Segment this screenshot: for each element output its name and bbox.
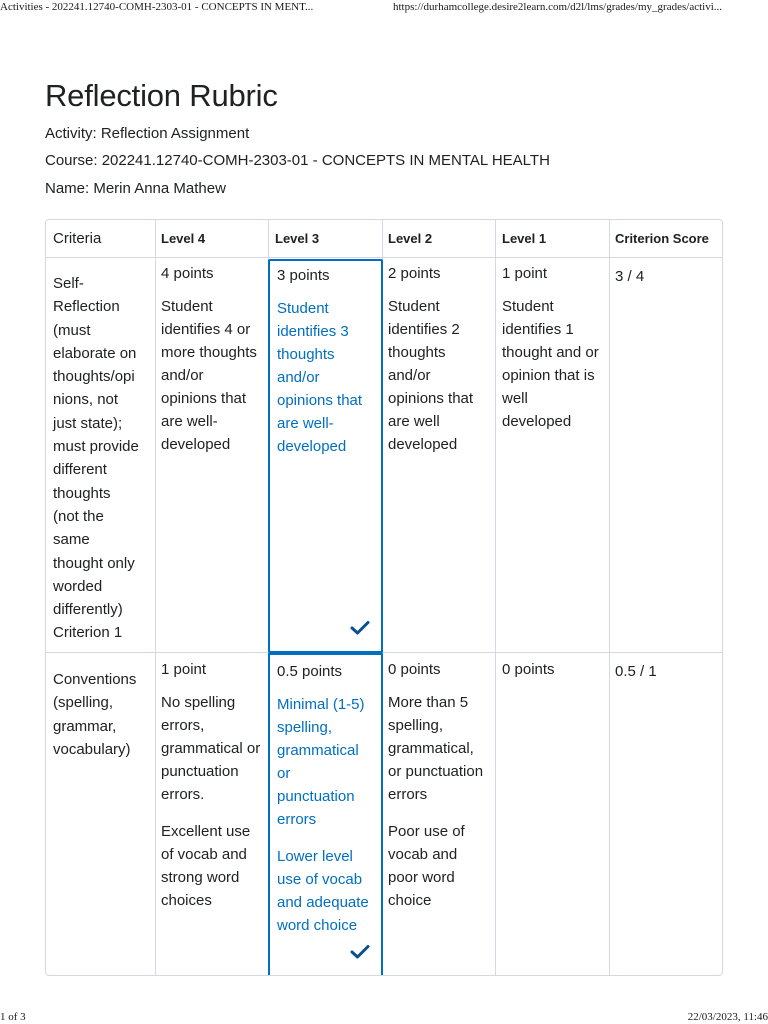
checkmark-icon — [350, 944, 370, 960]
header-level-4: Level 4 — [161, 231, 206, 246]
criterion-line: just state); — [53, 414, 123, 432]
criterion-line: Criterion 1 — [53, 624, 123, 642]
column-divider — [495, 220, 496, 975]
criterion-line: Reflection — [53, 298, 120, 316]
course-label: Course: 202241.12740-COMH-2303-01 - CONCEPTS IN MENTAL HEALTH — [45, 152, 550, 169]
criterion-line: (spelling, — [53, 694, 114, 712]
criterion-line: worded — [53, 577, 103, 595]
criterion-score: 0.5 / 1 — [615, 663, 657, 680]
rubric-level-cell-selected[interactable] — [277, 264, 381, 458]
activity-label: Activity: Reflection Assignment — [45, 125, 250, 142]
row-divider — [46, 652, 722, 653]
criterion-line: different — [53, 461, 107, 479]
criterion-line: differently) — [53, 601, 123, 619]
header-criterion-score: Criterion Score — [615, 231, 709, 246]
criterion-line: same — [53, 531, 90, 549]
criterion-line: thoughts — [53, 484, 111, 502]
criterion-line: (must — [53, 321, 91, 339]
print-datetime: 22/03/2023, 11:46 — [687, 1011, 768, 1023]
criterion-line: (not the — [53, 507, 104, 525]
rubric-level-cell[interactable] — [502, 262, 606, 433]
rubric-level-cell[interactable] — [502, 658, 606, 691]
level-description: Student identifies 1 thought and or opinion that is well developed — [502, 298, 599, 430]
column-divider — [609, 220, 610, 975]
rubric-level-cell[interactable] — [388, 262, 492, 456]
print-footer — [0, 1011, 768, 1024]
criterion-line: thought only — [53, 554, 135, 572]
rubric-level-cell[interactable] — [161, 658, 265, 912]
criterion-line: grammar, — [53, 717, 117, 735]
criterion-score: 3 / 4 — [615, 268, 645, 285]
level-points: 0 points — [388, 661, 441, 678]
level-points: 4 points — [161, 265, 214, 282]
criterion-line: elaborate on — [53, 344, 137, 362]
page-number: 1 of 3 — [0, 1011, 26, 1023]
level-description: Poor use of vocab and poor word choice — [388, 823, 465, 909]
criterion-line: Conventions — [53, 671, 137, 688]
criterion-line: nions, not — [53, 391, 119, 409]
level-points: 1 point — [502, 265, 548, 282]
level-description: Excellent use of vocab and strong word choices — [161, 823, 251, 909]
checkmark-icon — [350, 620, 370, 636]
criterion-name — [53, 668, 153, 761]
print-header — [0, 0, 768, 18]
criterion-name — [53, 272, 153, 645]
header-level-2: Level 2 — [388, 231, 433, 246]
rubric-level-cell-selected[interactable] — [277, 660, 381, 937]
rubric-level-cell[interactable] — [161, 262, 265, 456]
level-points: 3 points — [277, 267, 330, 284]
level-description: Student identifies 4 or more thoughts and/or opinions that are well- developed — [161, 298, 257, 453]
header-level-1: Level 1 — [502, 231, 547, 246]
column-divider — [155, 220, 156, 975]
criterion-line: Self- — [53, 275, 84, 292]
level-description: Student identifies 3 thoughts and/or opinions that are well- developed — [277, 300, 363, 455]
level-points: 0 points — [502, 661, 555, 678]
print-header-url: https://durhamcollege.desire2learn.com/d2l/lms/grades/my_grades/activi... — [393, 1, 722, 13]
level-points: 0.5 points — [277, 663, 343, 680]
header-divider — [46, 257, 722, 258]
level-description: Minimal (1-5) spelling, grammatical or punctuation errors — [277, 696, 365, 828]
level-description: No spelling errors, grammatical or punctuation errors. — [161, 694, 261, 803]
level-points: 2 points — [388, 265, 441, 282]
level-points: 1 point — [161, 661, 207, 678]
level-description: More than 5 spelling, grammatical, or punctuation errors — [388, 694, 484, 803]
rubric-level-cell[interactable] — [388, 658, 492, 912]
header-criteria: Criteria — [53, 230, 102, 247]
header-level-3: Level 3 — [275, 231, 320, 246]
criterion-line: vocabulary) — [53, 740, 131, 758]
level-description: Student identifies 2 thoughts and/or opinions that are well developed — [388, 298, 474, 453]
level-description: Lower level use of vocab and adequate word choice — [277, 848, 369, 934]
page-title: Reflection Rubric — [45, 78, 278, 113]
criterion-line: must provide — [53, 438, 139, 456]
rubric-table — [45, 219, 723, 976]
print-header-title: Activities - 202241.12740-COMH-2303-01 - CONCEPTS IN MENT... — [0, 1, 314, 13]
student-name-label: Name: Merin Anna Mathew — [45, 180, 226, 197]
criterion-line: thoughts/opi — [53, 368, 135, 386]
